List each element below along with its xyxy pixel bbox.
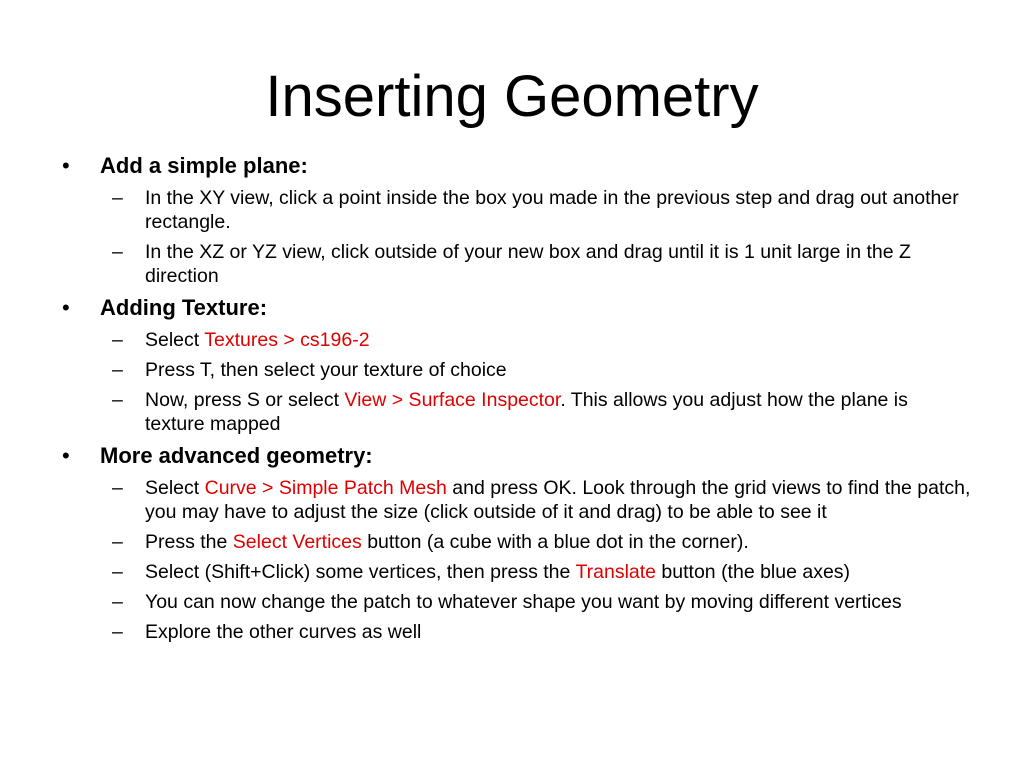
sub-item-text: Select (Shift+Click) some vertices, then press the [145,561,576,583]
button-name-translate: Translate [575,561,657,583]
sub-item [110,620,972,644]
sub-item [110,358,972,382]
bullet-more-advanced-geometry [62,442,972,470]
bullet-heading: Adding Texture: [100,295,268,320]
dash-marker: – [112,359,123,381]
bullet-list [62,148,972,650]
button-name-select-vertices: Select Vertices [232,531,362,553]
sub-item [110,560,972,584]
dash-marker: – [112,531,123,553]
sub-item [110,328,972,352]
bullet-marker: • [62,153,70,178]
dash-marker: – [112,187,123,209]
dash-marker: – [112,389,123,411]
sub-item [110,388,972,436]
dash-marker: – [112,621,123,643]
bullet-heading: More advanced geometry: [100,443,373,468]
sub-item-text: Select [145,329,205,351]
sub-item [110,476,972,524]
sub-item [110,590,972,614]
dash-marker: – [112,241,123,263]
dash-marker: – [112,329,123,351]
sub-item-text: You can now change the patch to whatever shape you want by moving different vertices [145,591,902,613]
bullet-heading: Add a simple plane: [100,153,308,178]
sub-item [110,186,972,234]
sublist-adding-texture [110,328,972,436]
dash-marker: – [112,591,123,613]
slide-title: Inserting Geometry [265,64,759,129]
bullet-marker: • [62,443,70,468]
bullet-add-simple-plane [62,152,972,180]
sub-item-text: In the XY view, click a point inside the box you made in the previous step and drag out another rectangle. [145,187,959,233]
sub-item [110,240,972,288]
menu-path-textures: Textures > cs196-2 [204,329,370,351]
menu-path-simple-patch-mesh: Curve > Simple Patch Mesh [204,477,447,499]
bullet-marker: • [62,295,70,320]
sub-item [110,530,972,554]
sub-item-text: button (a cube with a blue dot in the corner). [361,531,749,553]
dash-marker: – [112,561,123,583]
sub-item-text: Press T, then select your texture of choice [145,359,507,381]
sub-item-text: Press the [145,531,233,553]
bullet-adding-texture [62,294,972,322]
sub-item-text: . This allows you adjust how the plane is texture mapped [145,389,908,435]
sub-item-text: In the XZ or YZ view, click outside of your new box and drag until it is 1 unit large in the Z direction [145,241,911,287]
sub-item-text: Explore the other curves as well [145,621,422,643]
sublist-more-advanced-geometry [110,476,972,644]
dash-marker: – [112,477,123,499]
sub-item-text: Now, press S or select [145,389,345,411]
sub-item-text: and press OK. Look through the grid views to find the patch, you may have to adjust the size (click outside of it and drag) to be able to see it [145,477,971,523]
menu-path-surface-inspector: View > Surface Inspector [344,389,561,411]
sub-item-text: button (the blue axes) [656,561,851,583]
sublist-add-simple-plane [110,186,972,288]
sub-item-text: Select [145,477,205,499]
